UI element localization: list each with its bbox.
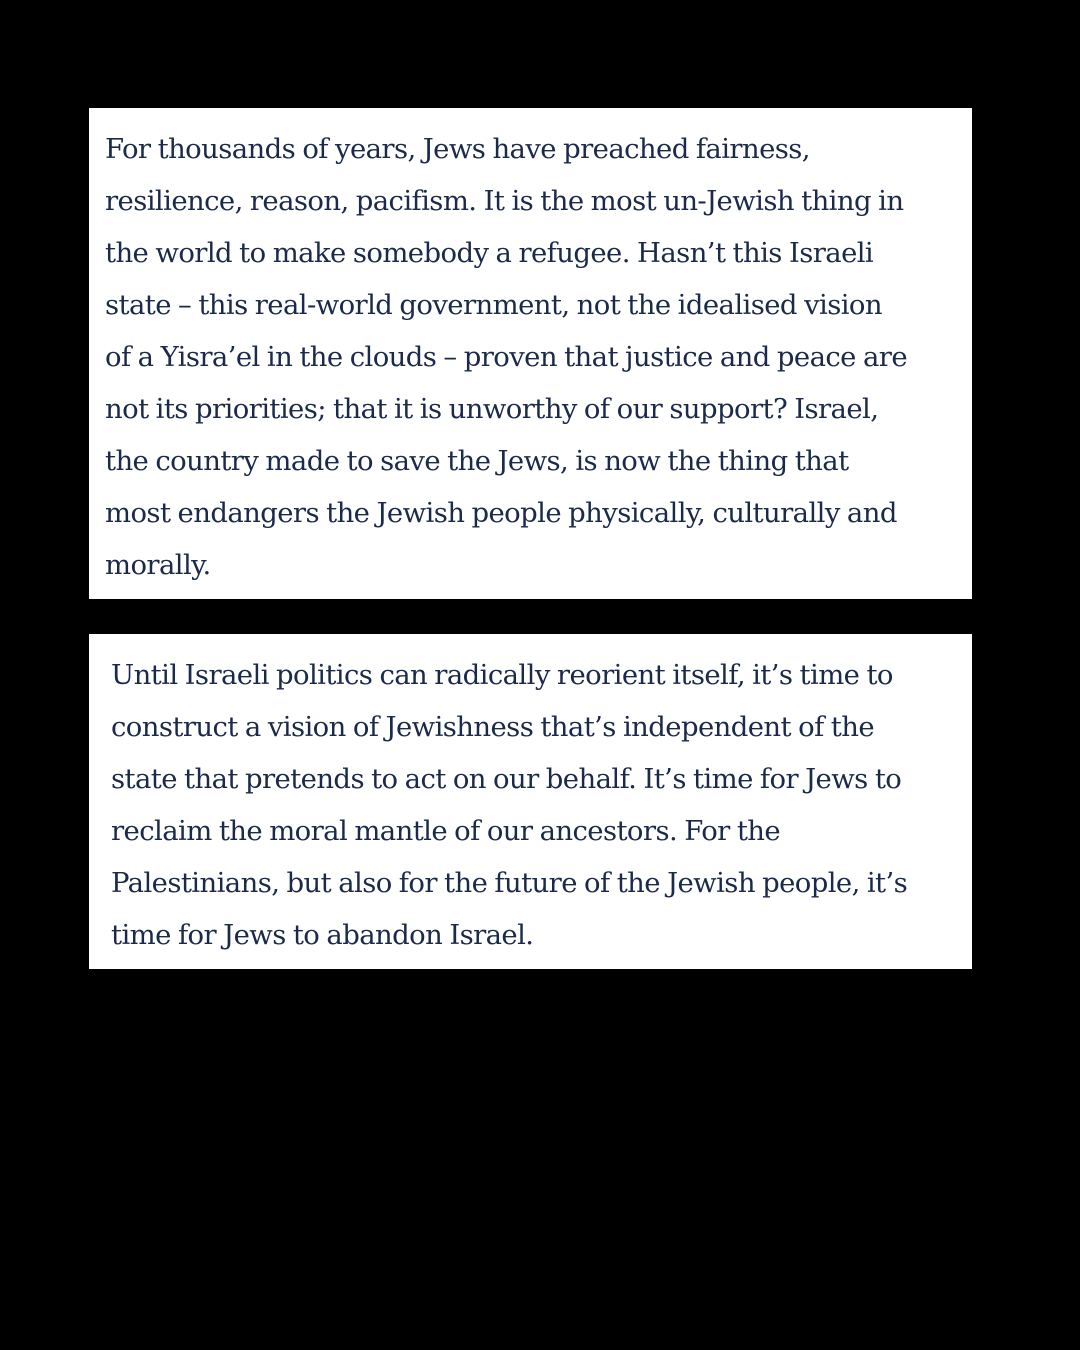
quote-line: For thousands of years, Jews have preached fairness, xyxy=(105,133,810,165)
quote-line: morally. xyxy=(105,549,211,581)
quote-line: resilience, reason, pacifism. It is the most un-Jewish thing in xyxy=(105,185,904,217)
quote-card-2 xyxy=(89,634,972,969)
quote-line: state – this real-world government, not the idealised vision xyxy=(105,289,882,321)
quote-line: not its priorities; that it is unworthy of our support? Israel, xyxy=(105,393,879,425)
quote-line: construct a vision of Jewishness that’s independent of the xyxy=(111,711,875,743)
quote-line: time for Jews to abandon Israel. xyxy=(111,919,534,951)
quote-line: of a Yisra’el in the clouds – proven that justice and peace are xyxy=(105,341,908,373)
quote-line: the world to make somebody a refugee. Hasn’t this Israeli xyxy=(105,237,874,269)
quote-line: the country made to save the Jews, is now the thing that xyxy=(105,445,849,477)
quote-text-2 xyxy=(111,649,954,961)
quote-line: state that pretends to act on our behalf. It’s time for Jews to xyxy=(111,763,902,795)
quote-line: Palestinians, but also for the future of the Jewish people, it’s xyxy=(111,867,908,899)
quote-line: reclaim the moral mantle of our ancestors. For the xyxy=(111,815,781,847)
quote-line: Until Israeli politics can radically reorient itself, it’s time to xyxy=(111,659,893,691)
quote-text-1 xyxy=(105,123,954,591)
quote-line: most endangers the Jewish people physically, culturally and xyxy=(105,497,897,529)
quote-card-1 xyxy=(89,108,972,599)
